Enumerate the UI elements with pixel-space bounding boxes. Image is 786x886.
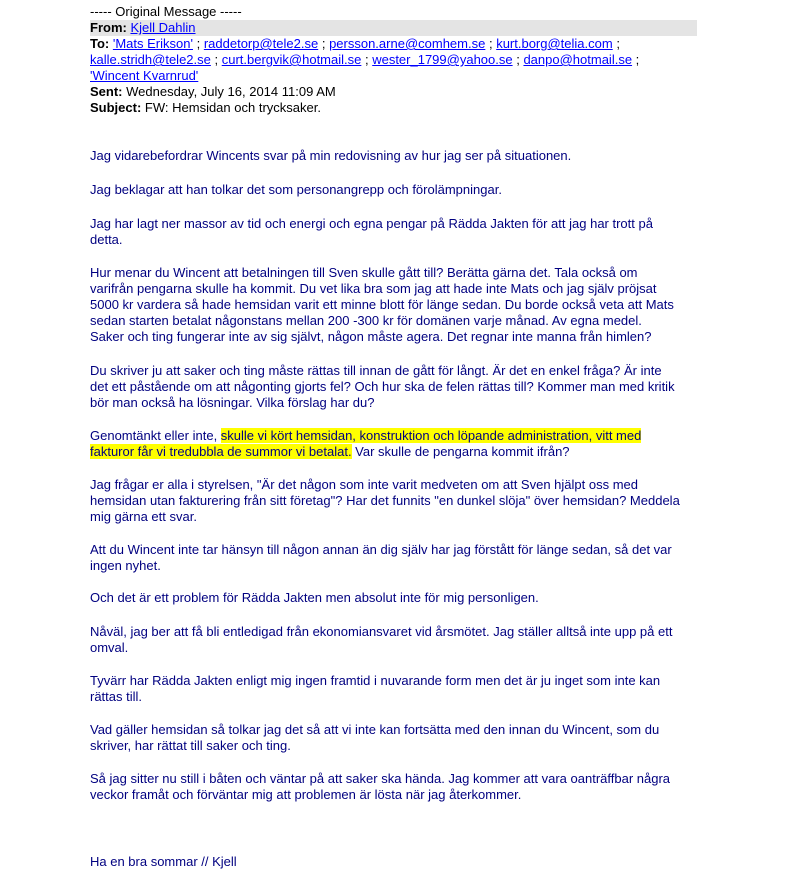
- to-link-kalle-stridh[interactable]: kalle.stridh@tele2.se: [90, 52, 211, 67]
- text-line: mig gärna ett svar.: [90, 509, 197, 524]
- paragraph-4: [90, 265, 700, 345]
- email-page: [90, 4, 780, 869]
- to-separator: ;: [512, 52, 524, 67]
- text-line: Tyvärr har Rädda Jakten enligt mig ingen framtid i nuvarande form men det är ju inget som inte kan: [90, 673, 661, 688]
- from-label: From:: [90, 20, 127, 35]
- to-link-persson-arne[interactable]: persson.arne@comhem.se: [329, 36, 486, 51]
- paragraph-13: [90, 771, 700, 803]
- to-separator: ;: [192, 36, 204, 51]
- to-link-mats-erikson[interactable]: 'Mats Erikson': [112, 36, 193, 51]
- paragraph-7: [90, 477, 700, 525]
- text-line: det ett påstående om att någonting gjorts fel? Och hur ska de felen rättas till? Kommer man med kritik: [90, 379, 675, 394]
- text-line: rättas till.: [90, 689, 143, 704]
- to-link-wincent-kvarnrud[interactable]: 'Wincent Kvarnrud': [90, 68, 199, 83]
- highlighted-text: fakturor får vi tredubbla de summor vi betalat.: [90, 444, 352, 459]
- paragraph-9: [90, 590, 700, 606]
- paragraph-6: [90, 428, 700, 460]
- text-line: veckor framåt och förväntar mig att problemen är lösta när jag återkommer.: [90, 787, 522, 802]
- to-row-2: [90, 52, 780, 68]
- text-line: omval.: [90, 640, 129, 655]
- subject-row: [90, 100, 780, 116]
- from-link[interactable]: Kjell Dahlin: [130, 20, 196, 35]
- text-line: Så jag sitter nu still i båten och väntar på att saker ska hända. Jag kommer att vara oanträffbar några: [90, 771, 671, 786]
- subject-value: FW: Hemsidan och trycksaker.: [144, 100, 321, 115]
- subject-label: Subject:: [90, 100, 142, 115]
- text-line: Och det är ett problem för Rädda Jakten men absolut inte för mig personligen.: [90, 590, 539, 605]
- paragraph-1: [90, 148, 700, 164]
- text-line: bör man också ha lösningar. Vilka förslag har du?: [90, 395, 375, 410]
- paragraph-12: [90, 722, 700, 754]
- to-link-danpo[interactable]: danpo@hotmail.se: [523, 52, 633, 67]
- text-line: sedan starten betalat någonstans mellan 200 -300 kr för domänen varje månad. Av egna medel.: [90, 313, 642, 328]
- highlighted-text: skulle vi kört hemsidan, konstruktion och löpande administration, vitt med: [220, 428, 642, 443]
- paragraph-8: [90, 542, 700, 574]
- text-line: Jag beklagar att han tolkar det som personangrepp och förolämpningar.: [90, 182, 502, 197]
- paragraph-5: [90, 363, 700, 411]
- text-line: Jag har lagt ner massor av tid och energi och egna pengar på Rädda Jakten för att jag har trott på: [90, 216, 653, 231]
- to-link-raddetorp[interactable]: raddetorp@tele2.se: [203, 36, 319, 51]
- paragraph-2: [90, 182, 700, 198]
- sent-value: Wednesday, July 16, 2014 11:09 AM: [126, 84, 336, 99]
- text-line: varifrån pengarna skulle ha kommit. Du vet lika bra som jag att hade inte Mats och jag själv pröjsat: [90, 281, 657, 296]
- text-line: Jag frågar er alla i styrelsen, "Är det någon som inte varit medveten om att Sven hjälpt oss med: [90, 477, 638, 492]
- from-row: [90, 20, 697, 36]
- text-line: Hur menar du Wincent att betalningen till Sven skulle gått till? Berätta gärna det. Tala också om: [90, 265, 638, 280]
- sent-row: [90, 84, 780, 100]
- to-separator: ;: [318, 36, 330, 51]
- text-line: Ha en bra sommar // Kjell: [90, 854, 237, 869]
- to-separator: ;: [612, 36, 620, 51]
- text-line: Att du Wincent inte tar hänsyn till någon annan än dig själv har jag förstått för länge sedan, så det var: [90, 542, 672, 557]
- text-line: skriver, har rättat till saker och ting.: [90, 738, 291, 753]
- to-label: To:: [90, 36, 110, 51]
- to-separator: ;: [632, 52, 640, 67]
- text-plain: Genomtänkt eller inte,: [90, 428, 221, 443]
- text-line: hemsidan utan fakturering från sitt företag"? Har det funnits "en dunkel slöja" över hemsidan? Meddela: [90, 493, 680, 508]
- text-line: 5000 kr vardera så hade hemsidan varit ett minne blott för länge sedan. Du borde också veta att Mats: [90, 297, 674, 312]
- paragraph-10: [90, 624, 700, 656]
- to-row-1: [90, 36, 780, 52]
- text-line: Du skriver ju att saker och ting måste rättas till innan de gått för långt. Är det en enkel fråga? Är inte: [90, 363, 662, 378]
- text-line: [90, 428, 700, 444]
- text-line: Nåväl, jag ber att få bli entledigad från ekonomiansvaret vid årsmötet. Jag ställer alltså inte upp på ett: [90, 624, 673, 639]
- signoff: [90, 854, 700, 870]
- to-separator: ;: [210, 52, 222, 67]
- email-header: [90, 4, 780, 116]
- to-separator: ;: [485, 36, 497, 51]
- paragraph-11: [90, 673, 700, 705]
- text-plain: Var skulle de pengarna kommit ifrån?: [351, 444, 570, 459]
- to-link-curt-bergvik[interactable]: curt.bergvik@hotmail.se: [221, 52, 362, 67]
- text-line: [90, 444, 700, 460]
- to-row-3: [90, 68, 780, 84]
- text-line: ingen nyhet.: [90, 558, 161, 573]
- paragraph-3: [90, 216, 700, 248]
- to-separator: ;: [361, 52, 373, 67]
- to-link-kurt-borg[interactable]: kurt.borg@telia.com: [496, 36, 613, 51]
- text-line: Saker och ting fungerar inte av sig självt, någon måste agera. Det regnar inte manna från himlen?: [90, 329, 652, 344]
- to-link-wester[interactable]: wester_1799@yahoo.se: [372, 52, 513, 67]
- text-line: detta.: [90, 232, 123, 247]
- original-message-line: ----- Original Message -----: [90, 4, 242, 19]
- text-line: Vad gäller hemsidan så tolkar jag det så att vi inte kan fortsätta med den innan du Wincent, som du: [90, 722, 660, 737]
- text-line: Jag vidarebefordrar Wincents svar på min redovisning av hur jag ser på situationen.: [90, 148, 572, 163]
- sent-label: Sent:: [90, 84, 123, 99]
